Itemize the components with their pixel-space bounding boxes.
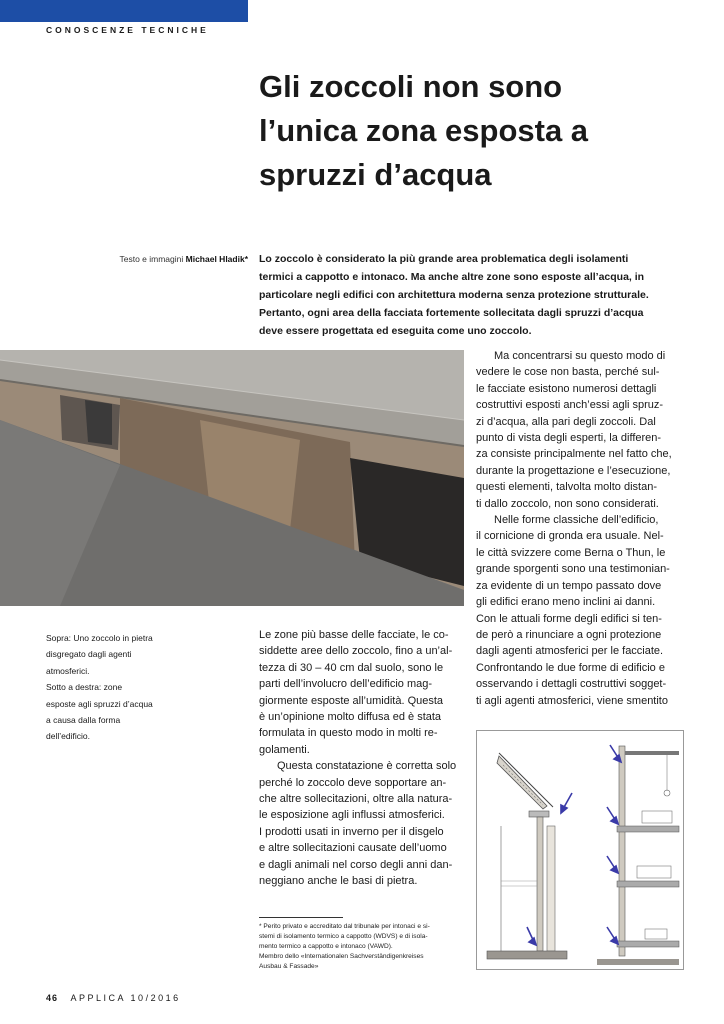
text-line: grande sporgenti sono una testimonian- — [476, 563, 670, 576]
text-line: punto di vista degli esperti, la differen- — [476, 432, 662, 445]
title-line: l’unica zona esposta a — [259, 113, 589, 148]
text-line: za consiste principalmente nel fatto che, — [476, 448, 672, 461]
text-line: Confrontando le due forme di edificio e — [476, 661, 665, 674]
paragraph — [259, 758, 464, 889]
footnote-rule — [259, 917, 343, 918]
lead-line: particolare negli edifici con architettura moderna senza protezione strutturale. — [259, 289, 649, 301]
text-line: Nelle forme classiche dell’edificio, — [494, 514, 659, 527]
text-line: e dagli animali nel corso degli anni dan- — [259, 858, 453, 871]
text-line: ti agli agenti atmosferici, viene smentito — [476, 694, 668, 707]
text-line: durante la progettazione e l’esecuzione, — [476, 464, 671, 477]
plinth-photo — [0, 350, 464, 606]
caption-line: dell’edificio. — [46, 731, 90, 742]
lead-line: termici a cappotto e intonaco. Ma anche altre zone sono esposte all’acqua, in — [259, 271, 645, 283]
author-name: Michael Hladik* — [185, 254, 248, 264]
text-line: ti dallo zoccolo, non sono considerati. — [476, 497, 659, 510]
text-line: le esposizione agli influssi atmosferici. — [259, 809, 445, 822]
magazine-issue: APPLICA 10/2016 — [70, 993, 181, 1003]
text-line: costruttivi esposti anch’essi agli spruz- — [476, 399, 664, 412]
body-column-right — [476, 348, 681, 709]
article-title — [259, 65, 699, 197]
page-footer — [46, 993, 181, 1003]
footnote-line: Membro dello «Internationalen Sachverständigenkreises — [259, 953, 424, 960]
byline-prefix: Testo e immagini — [119, 254, 184, 264]
author-footnote — [259, 922, 464, 972]
text-line: Le zone più basse delle facciate, le co- — [259, 629, 449, 641]
text-line: e altre sollecitazioni causate dell’uomo — [259, 842, 447, 855]
text-line: questi elementi, talvolta molto distan- — [476, 481, 657, 494]
text-line: perché lo zoccolo deve sopportare an- — [259, 776, 447, 789]
paragraph — [476, 512, 681, 709]
footnote-line: Ausbau & Fassade» — [259, 963, 319, 970]
lead-line: Lo zoccolo è considerato la più grande area problematica degli isolamenti — [259, 253, 629, 265]
title-line: spruzzi d’acqua — [259, 157, 492, 192]
text-line: che altre sollecitazioni, oltre alla natura- — [259, 793, 453, 806]
lead-line: Pertanto, ogni area della facciata fortemente sollecitata dagli spruzzi d’acqua — [259, 307, 644, 319]
text-line: Ma concentrarsi su questo modo di — [494, 350, 666, 362]
caption-line: Sotto a destra: zone — [46, 682, 123, 693]
text-line: Con le attuali forme degli edifici si ten- — [476, 612, 662, 625]
caption-line: Sopra: Uno zoccolo in pietra — [46, 633, 153, 643]
text-line: vedere le cose non basta, perché sul- — [476, 366, 660, 379]
text-line: dagli agenti atmosferici per le facciate. — [476, 645, 664, 658]
text-line: tezza di 30 – 40 cm dal suolo, sono le — [259, 661, 444, 674]
caption-line: esposte agli spruzzi d’acqua — [46, 698, 153, 709]
photo-caption — [46, 630, 216, 745]
section-diagram — [476, 730, 684, 970]
text-line: il cornicione di gronda era usuale. Nel- — [476, 530, 664, 543]
caption-line: a causa dalla forma — [46, 715, 121, 726]
title-line: Gli zoccoli non sono — [259, 69, 563, 104]
text-line: Questa constatazione è corretta solo — [277, 760, 457, 773]
text-line: è un’opinione molto diffusa ed è stata — [259, 711, 442, 724]
caption-line: atmosferici. — [46, 665, 90, 676]
text-line: osservando i dettagli costruttivi sogget- — [476, 678, 667, 691]
footnote-line: * Perito privato e accreditato dal tribunale per intonaci e si- — [259, 923, 430, 930]
text-line: zi d’acqua, alla pari degli zoccoli. Dal — [476, 415, 656, 428]
byline — [100, 254, 248, 264]
text-line: neggiano anche le basi di pietra. — [259, 875, 418, 888]
text-line: giormente esposte all’umidità. Questa — [259, 694, 444, 707]
caption-line: disgregato dagli agenti — [46, 649, 132, 660]
text-line: siddette aree dello zoccolo, fino a un’al- — [259, 645, 453, 658]
paragraph — [259, 627, 464, 758]
header-color-band — [0, 0, 248, 22]
lead-line: deve essere progettata ed eseguita come uno zoccolo. — [259, 325, 532, 337]
paragraph — [476, 348, 681, 512]
footnote-line: stemi di isolamento termico a cappotto (WDVS) e di isola- — [259, 933, 428, 940]
text-line: formulata in questo modo in molti re- — [259, 727, 438, 740]
lead-paragraph — [259, 250, 687, 340]
text-line: de però a rinunciare a ogni protezione — [476, 628, 662, 641]
body-column-middle — [259, 627, 464, 890]
text-line: le facciate esistono numerosi dettagli — [476, 382, 657, 395]
page-number: 46 — [46, 993, 59, 1003]
text-line: le città svizzere come Berna o Thun, le — [476, 546, 666, 559]
text-line: golamenti. — [259, 743, 310, 756]
text-line: za evidente di un tempo passato dove — [476, 579, 662, 592]
text-line: I prodotti usati in inverno per il disgelo — [259, 825, 444, 838]
footnote-line: mento termico a cappotto e intonaco (VAWD). — [259, 943, 393, 950]
text-line: parti dell’involucro dell’edificio mag- — [259, 678, 433, 691]
text-line: gli edifici erano meno inclini ai danni. — [476, 596, 656, 609]
section-label: CONOSCENZE TECNICHE — [46, 25, 209, 35]
